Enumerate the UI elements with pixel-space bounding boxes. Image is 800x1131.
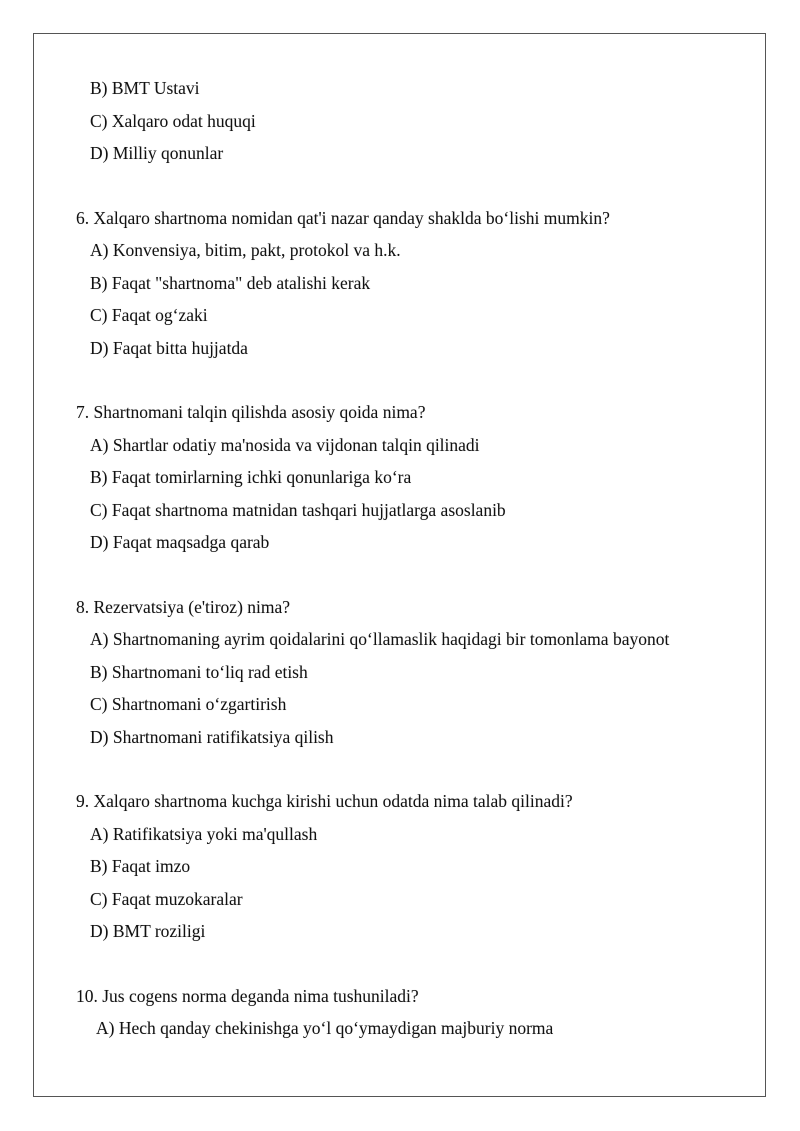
option-6c: C) Faqat og‘zaki (90, 305, 208, 325)
option-5d: D) Milliy qonunlar (90, 143, 224, 163)
option-6a: A) Konvensiya, bitim, pakt, protokol va h.k. (90, 240, 401, 260)
option-6d: D) Faqat bitta hujjatda (90, 338, 248, 358)
option-8a: A) Shartnomaning ayrim qoidalarini qo‘llamaslik haqidagi bir tomonlama bayonot (90, 629, 670, 649)
option-8b: B) Shartnomani to‘liq rad etish (90, 662, 308, 682)
option-7a: A) Shartlar odatiy ma'nosida va vijdonan talqin qilinadi (90, 435, 480, 455)
option-9a: A) Ratifikatsiya yoki ma'qullash (90, 824, 318, 844)
option-8d: D) Shartnomani ratifikatsiya qilish (90, 727, 334, 747)
option-10a: A) Hech qanday chekinishga yo‘l qo‘ymaydigan majburiy norma (96, 1018, 554, 1038)
question-10: 10. Jus cogens norma deganda nima tushuniladi? (76, 986, 419, 1006)
option-8c: C) Shartnomani o‘zgartirish (90, 694, 287, 714)
question-6: 6. Xalqaro shartnoma nomidan qat'i nazar qanday shaklda bo‘lishi mumkin? (76, 208, 610, 228)
option-9c: C) Faqat muzokaralar (90, 889, 243, 909)
option-5b: B) BMT Ustavi (90, 78, 200, 98)
option-6b: B) Faqat "shartnoma" deb atalishi kerak (90, 273, 371, 293)
option-7d: D) Faqat maqsadga qarab (90, 532, 270, 552)
option-9d: D) BMT roziligi (90, 921, 206, 941)
option-9b: B) Faqat imzo (90, 856, 191, 876)
option-7c: C) Faqat shartnoma matnidan tashqari hujjatlarga asoslanib (90, 500, 506, 520)
question-7: 7. Shartnomani talqin qilishda asosiy qoida nima? (76, 402, 426, 422)
question-8: 8. Rezervatsiya (e'tiroz) nima? (76, 597, 291, 617)
option-7b: B) Faqat tomirlarning ichki qonunlariga ko‘ra (90, 467, 412, 487)
option-5c: C) Xalqaro odat huquqi (90, 111, 256, 131)
question-9: 9. Xalqaro shartnoma kuchga kirishi uchun odatda nima talab qilinadi? (76, 791, 573, 811)
